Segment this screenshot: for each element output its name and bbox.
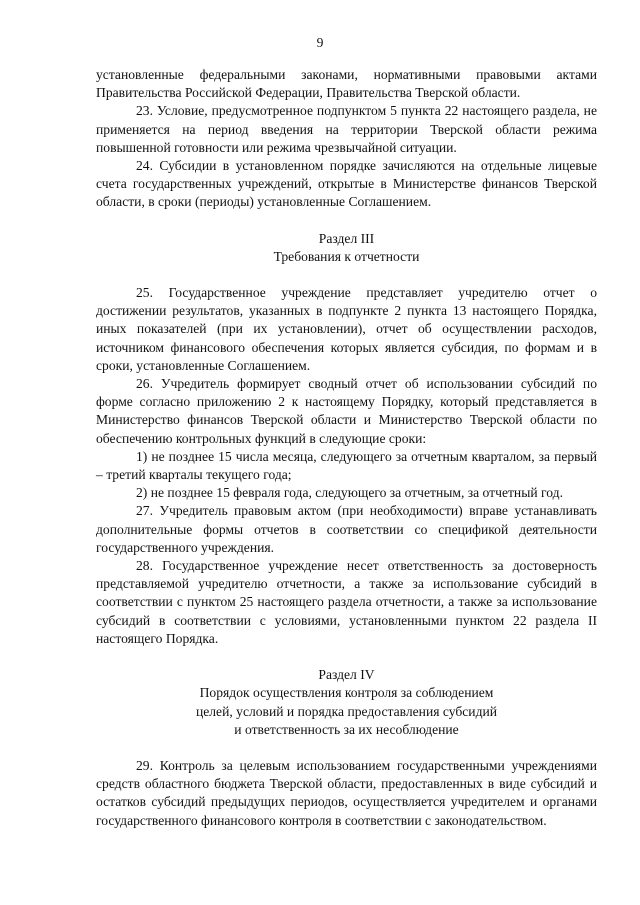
paragraph-29: 29. Контроль за целевым использованием государственными учреждениями средств областного бюджета Тверской области, предоставленных в виде субсидий и остатков субсидий предыдущих периодов, осуществляется учредителем и органами государственного финансового контроля в соответствии с законодательством.: [96, 757, 597, 828]
document-body: [96, 66, 597, 830]
paragraph-25: 25. Государственное учреждение представляет учредителю отчет о достижении результатов, указанных в подпункте 2 пункта 13 настоящего Порядка, иных показателей (при их установлении), отчет об осуществлении расходов, источником финансового обеспечения которых является субсидия, по формам и в сроки, установленные Соглашением.: [96, 285, 597, 373]
section-4-number: Раздел IV: [318, 667, 375, 683]
section-4-title-line-1: Порядок осуществления контроля за соблюдением: [199, 685, 494, 701]
section-4-title-line-3: и ответственность за их несоблюдение: [234, 721, 459, 737]
paragraph-27: 27. Учредитель правовым актом (при необходимости) вправе устанавливать дополнительные формы отчетов в соответствии со спецификой деятельности государственного учреждения.: [96, 503, 597, 555]
paragraph-26: 26. Учредитель формирует сводный отчет об использовании субсидий по форме согласно приложению 2 к настоящему Порядку, который представляется в Министерство финансов Тверской области и Министерство Тверской области по обеспечению контрольных функций в следующие сроки:: [96, 376, 597, 446]
section-3-number: Раздел III: [318, 230, 375, 246]
paragraph-23: 23. Условие, предусмотренное подпунктом 5 пункта 22 настоящего раздела, не применяется на период введения на территории Тверской области режима повышенной готовности или режима чрезвычайной ситуации.: [96, 103, 597, 155]
section-4-title-line-2: целей, условий и порядка предоставления субсидий: [195, 703, 498, 719]
paragraph-26-item-2: 2) не позднее 15 февраля года, следующего за отчетным, за отчетный год.: [136, 485, 563, 501]
paragraph-24: 24. Субсидии в установленном порядке зачисляются на отдельные лицевые счета государственных учреждений, открытые в Министерстве финансов Тверской области, в сроки (периоды) установленные Соглашением.: [96, 158, 597, 210]
paragraph-28: 28. Государственное учреждение несет ответственность за достоверность представляемой учредителю отчетности, а также за использование субсидий в соответствии с пунктом 25 настоящего раздела отчетности, а также за использование субсидий в соответствии с условиями, установленными пунктом 22 раздела II настоящего Порядка.: [96, 558, 597, 646]
section-3-title: Требования к отчетности: [273, 248, 420, 264]
page-number: 9: [316, 35, 324, 50]
paragraph-26-item-1: 1) не позднее 15 числа месяца, следующего за отчетным кварталом, за первый – третий кварталы текущего года;: [96, 448, 597, 483]
paragraph-continuation: установленные федеральными законами, нормативными правовыми актами Правительства Российской Федерации, Правительства Тверской области.: [96, 67, 597, 101]
